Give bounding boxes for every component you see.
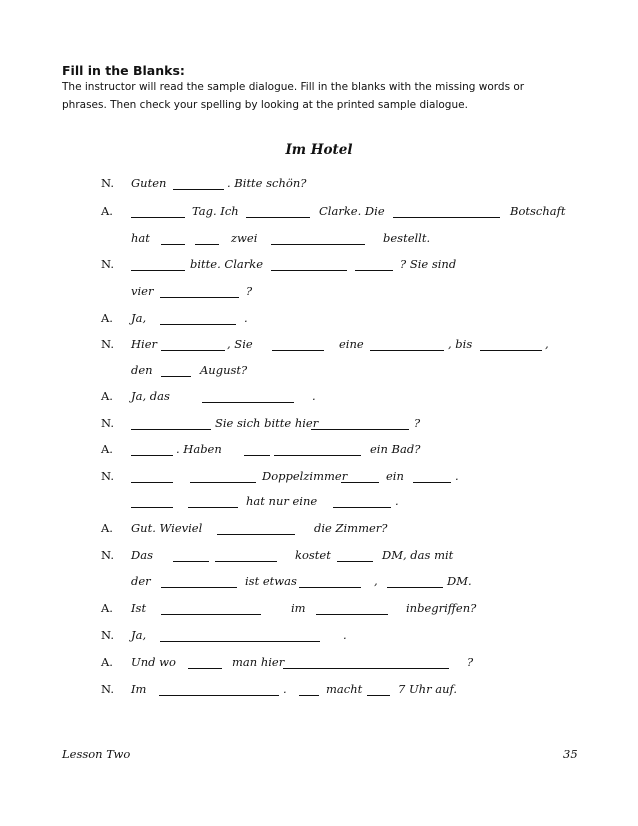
- dialogue-text: ein Bad?: [370, 442, 421, 456]
- dialogue-text: Guten: [131, 176, 167, 190]
- dialogue-text: ?: [414, 416, 421, 430]
- dialogue-line: [0, 574, 638, 596]
- speaker-label: A.: [101, 601, 113, 615]
- dialogue-text: ein: [386, 469, 404, 483]
- answer-blank[interactable]: [188, 507, 238, 508]
- dialogue-line: [0, 389, 638, 411]
- dialogue-line: [0, 469, 638, 491]
- dialogue-text: die Zimmer?: [314, 521, 388, 535]
- speaker-label: A.: [101, 655, 113, 669]
- dialogue-text: Und wo: [131, 655, 176, 669]
- dialogue-text: Doppelzimmer: [262, 469, 348, 483]
- dialogue-text: eine: [339, 337, 364, 351]
- dialogue-text: 7 Uhr auf.: [398, 682, 457, 696]
- answer-blank[interactable]: [316, 614, 388, 615]
- answer-blank[interactable]: [173, 561, 209, 562]
- dialogue-text: , Sie: [227, 337, 253, 351]
- answer-blank[interactable]: [337, 561, 373, 562]
- dialogue-text: vier: [131, 284, 154, 298]
- dialogue-text: ?: [246, 284, 253, 298]
- dialogue-text: .: [343, 628, 347, 642]
- dialogue-text: Ja,: [131, 311, 147, 325]
- dialogue-text: Sie sich bitte hier: [215, 416, 319, 430]
- answer-blank[interactable]: [195, 244, 219, 245]
- answer-blank[interactable]: [173, 189, 224, 190]
- dialogue-text: zwei: [231, 231, 258, 245]
- dialogue-text: Ja, das: [131, 389, 170, 403]
- dialogue-text: .: [244, 311, 248, 325]
- dialogue-text: Das: [131, 548, 153, 562]
- speaker-label: A.: [101, 311, 113, 325]
- answer-blank[interactable]: [244, 455, 270, 456]
- dialogue-line: [0, 257, 638, 279]
- dialogue-text: ist etwas: [245, 574, 297, 588]
- dialogue-text: ?: [467, 655, 474, 669]
- dialogue-text: hat nur eine: [246, 494, 318, 508]
- answer-blank[interactable]: [217, 534, 295, 535]
- dialogue-line: [0, 204, 638, 226]
- dialogue-text: .: [395, 494, 399, 508]
- dialogue-text: .: [455, 469, 459, 483]
- dialogue-line: [0, 442, 638, 464]
- dialogue-line: [0, 521, 638, 543]
- dialogue-text: macht: [326, 682, 363, 696]
- instructions-line-1: The instructor will read the sample dialogue. Fill in the blanks with the missing words or: [62, 81, 525, 93]
- dialogue-text: ,: [374, 574, 378, 588]
- speaker-label: N.: [101, 682, 114, 696]
- dialogue-text: der: [131, 574, 151, 588]
- dialogue-text: im: [291, 601, 306, 615]
- answer-blank[interactable]: [131, 217, 185, 218]
- answer-blank[interactable]: [188, 668, 222, 669]
- speaker-label: A.: [101, 442, 113, 456]
- answer-blank[interactable]: [283, 668, 449, 669]
- answer-blank[interactable]: [355, 270, 393, 271]
- dialogue-text: Botschaft: [510, 204, 566, 218]
- dialogue-line: [0, 231, 638, 253]
- dialogue-text: Hier: [131, 337, 158, 351]
- answer-blank[interactable]: [274, 455, 361, 456]
- dialogue-text: August?: [200, 363, 248, 377]
- dialogue-text: .: [283, 682, 287, 696]
- footer-lesson-label: Lesson Two: [62, 747, 131, 761]
- dialogue-text: ? Sie sind: [400, 257, 457, 271]
- speaker-label: N.: [101, 416, 114, 430]
- answer-blank[interactable]: [246, 217, 310, 218]
- speaker-label: N.: [101, 257, 114, 271]
- dialogue-line: [0, 416, 638, 438]
- answer-blank[interactable]: [299, 587, 361, 588]
- dialogue-text: hat: [131, 231, 150, 245]
- answer-blank[interactable]: [299, 695, 319, 696]
- dialogue-text: . Bitte schön?: [227, 176, 307, 190]
- speaker-label: N.: [101, 548, 114, 562]
- dialogue-line: [0, 494, 638, 516]
- answer-blank[interactable]: [271, 270, 347, 271]
- speaker-label: N.: [101, 176, 114, 190]
- answer-blank[interactable]: [131, 270, 185, 271]
- dialogue-line: [0, 311, 638, 333]
- speaker-label: A.: [101, 521, 113, 535]
- answer-blank[interactable]: [202, 402, 294, 403]
- answer-blank[interactable]: [161, 587, 237, 588]
- dialogue-line: [0, 628, 638, 650]
- answer-blank[interactable]: [271, 244, 365, 245]
- answer-blank[interactable]: [131, 482, 173, 483]
- dialogue-text: inbegriffen?: [406, 601, 477, 615]
- dialogue-text: den: [131, 363, 153, 377]
- speaker-label: N.: [101, 469, 114, 483]
- dialogue-text: kostet: [295, 548, 331, 562]
- speaker-label: N.: [101, 337, 114, 351]
- answer-blank[interactable]: [367, 695, 390, 696]
- speaker-label: N.: [101, 628, 114, 642]
- answer-blank[interactable]: [215, 561, 277, 562]
- answer-blank[interactable]: [480, 350, 542, 351]
- dialogue-text: bestellt.: [383, 231, 431, 245]
- section-heading: Fill in the Blanks:: [62, 63, 185, 78]
- answer-blank[interactable]: [131, 507, 173, 508]
- answer-blank[interactable]: [131, 429, 211, 430]
- dialogue-text: Clarke. Die: [319, 204, 385, 218]
- answer-blank[interactable]: [387, 587, 443, 588]
- dialogue-text: man hier: [232, 655, 285, 669]
- answer-blank[interactable]: [333, 507, 391, 508]
- answer-blank[interactable]: [131, 455, 173, 456]
- answer-blank[interactable]: [393, 217, 500, 218]
- dialogue-text: Ja,: [131, 628, 147, 642]
- dialogue-text: .: [312, 389, 316, 403]
- dialogue-line: [0, 601, 638, 623]
- answer-blank[interactable]: [311, 429, 409, 430]
- answer-blank[interactable]: [161, 614, 261, 615]
- answer-blank[interactable]: [160, 641, 320, 642]
- dialogue-text: Im: [131, 682, 147, 696]
- dialogue-text: Ist: [131, 601, 147, 615]
- dialogue-line: [0, 548, 638, 570]
- dialogue-line: [0, 337, 638, 359]
- answer-blank[interactable]: [160, 324, 236, 325]
- speaker-label: A.: [101, 204, 113, 218]
- dialogue-text: bitte. Clarke: [190, 257, 264, 271]
- answer-blank[interactable]: [159, 695, 279, 696]
- speaker-label: A.: [101, 389, 113, 403]
- dialogue-line: [0, 284, 638, 306]
- dialogue-line: [0, 655, 638, 677]
- page-number: 35: [563, 747, 578, 761]
- dialogue-text: Gut. Wieviel: [131, 521, 203, 535]
- answer-blank[interactable]: [161, 376, 191, 377]
- dialogue-line: [0, 176, 638, 198]
- instructions-line-2: phrases. Then check your spelling by looking at the printed sample dialogue.: [62, 99, 468, 111]
- dialogue-line: [0, 682, 638, 704]
- dialogue-text: ,: [545, 337, 549, 351]
- answer-blank[interactable]: [161, 350, 225, 351]
- answer-blank[interactable]: [160, 297, 239, 298]
- answer-blank[interactable]: [161, 244, 185, 245]
- answer-blank[interactable]: [413, 482, 451, 483]
- dialogue-text: . Haben: [176, 442, 222, 456]
- dialogue-line: [0, 363, 638, 385]
- dialogue-text: DM, das mit: [382, 548, 454, 562]
- dialogue-text: DM.: [447, 574, 472, 588]
- answer-blank[interactable]: [190, 482, 256, 483]
- answer-blank[interactable]: [272, 350, 324, 351]
- dialogue-title: Im Hotel: [285, 142, 353, 158]
- dialogue-text: , bis: [448, 337, 473, 351]
- dialogue-text: Tag. Ich: [192, 204, 239, 218]
- answer-blank[interactable]: [370, 350, 444, 351]
- answer-blank[interactable]: [341, 482, 379, 483]
